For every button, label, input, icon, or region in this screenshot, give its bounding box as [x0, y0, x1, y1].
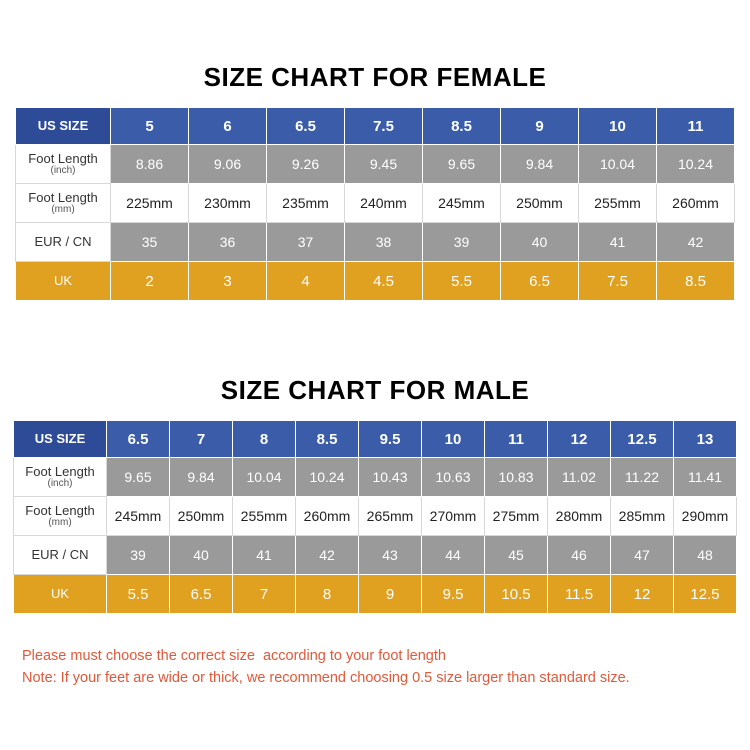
- male-cell-foot-length-inch-9: 11.41: [674, 458, 737, 497]
- female-cell-eur-cn-2: 37: [267, 223, 345, 262]
- male-row-label-uk: UK: [14, 575, 107, 614]
- male-cell-us-size-4: 9.5: [359, 421, 422, 458]
- male-cell-eur-cn-7: 46: [548, 536, 611, 575]
- female-row-label-foot-length-mm: Foot Length (mm): [16, 184, 111, 223]
- female-cell-eur-cn-0: 35: [111, 223, 189, 262]
- male-cell-us-size-8: 12.5: [611, 421, 674, 458]
- male-cell-eur-cn-3: 42: [296, 536, 359, 575]
- male-cell-foot-length-mm-9: 290mm: [674, 497, 737, 536]
- female-cell-us-size-5: 9: [501, 108, 579, 145]
- female-row-label-uk: UK: [16, 262, 111, 301]
- male-cell-us-size-6: 11: [485, 421, 548, 458]
- female-row-foot-length-mm: [16, 184, 735, 223]
- female-cell-foot-length-mm-6: 255mm: [579, 184, 657, 223]
- male-cell-eur-cn-8: 47: [611, 536, 674, 575]
- female-size-chart-block: [0, 62, 750, 301]
- male-cell-eur-cn-4: 43: [359, 536, 422, 575]
- male-cell-us-size-5: 10: [422, 421, 485, 458]
- female-cell-uk-4: 5.5: [423, 262, 501, 301]
- male-cell-foot-length-mm-1: 250mm: [170, 497, 233, 536]
- female-cell-foot-length-inch-3: 9.45: [345, 145, 423, 184]
- male-cell-foot-length-mm-5: 270mm: [422, 497, 485, 536]
- male-cell-foot-length-inch-5: 10.63: [422, 458, 485, 497]
- female-cell-foot-length-inch-5: 9.84: [501, 145, 579, 184]
- male-cell-foot-length-inch-7: 11.02: [548, 458, 611, 497]
- female-cell-us-size-3: 7.5: [345, 108, 423, 145]
- male-cell-us-size-9: 13: [674, 421, 737, 458]
- female-cell-uk-5: 6.5: [501, 262, 579, 301]
- male-cell-foot-length-mm-0: 245mm: [107, 497, 170, 536]
- female-cell-foot-length-inch-0: 8.86: [111, 145, 189, 184]
- male-cell-eur-cn-5: 44: [422, 536, 485, 575]
- male-row-label-us-size: US SIZE: [14, 421, 107, 458]
- male-cell-eur-cn-0: 39: [107, 536, 170, 575]
- male-cell-foot-length-inch-2: 10.04: [233, 458, 296, 497]
- female-cell-uk-6: 7.5: [579, 262, 657, 301]
- female-cell-us-size-0: 5: [111, 108, 189, 145]
- male-cell-uk-2: 7: [233, 575, 296, 614]
- female-cell-uk-3: 4.5: [345, 262, 423, 301]
- male-cell-eur-cn-9: 48: [674, 536, 737, 575]
- male-cell-foot-length-inch-8: 11.22: [611, 458, 674, 497]
- male-row-foot-length-inch: [14, 458, 737, 497]
- female-cell-us-size-2: 6.5: [267, 108, 345, 145]
- male-size-table: [13, 420, 737, 614]
- female-cell-us-size-6: 10: [579, 108, 657, 145]
- female-cell-uk-0: 2: [111, 262, 189, 301]
- female-row-eur-cn: [16, 223, 735, 262]
- female-row-uk: [16, 262, 735, 301]
- male-cell-foot-length-mm-7: 280mm: [548, 497, 611, 536]
- male-cell-foot-length-mm-6: 275mm: [485, 497, 548, 536]
- male-cell-foot-length-mm-2: 255mm: [233, 497, 296, 536]
- note-line-1: Please must choose the correct size according to your foot length: [22, 648, 446, 664]
- male-cell-uk-1: 6.5: [170, 575, 233, 614]
- female-cell-foot-length-inch-2: 9.26: [267, 145, 345, 184]
- female-cell-us-size-4: 8.5: [423, 108, 501, 145]
- female-cell-uk-7: 8.5: [657, 262, 735, 301]
- male-row-uk: [14, 575, 737, 614]
- male-cell-us-size-2: 8: [233, 421, 296, 458]
- female-row-label-us-size: US SIZE: [16, 108, 111, 145]
- male-cell-uk-3: 8: [296, 575, 359, 614]
- male-cell-us-size-3: 8.5: [296, 421, 359, 458]
- female-cell-eur-cn-1: 36: [189, 223, 267, 262]
- female-cell-uk-2: 4: [267, 262, 345, 301]
- notes-section: [22, 645, 734, 690]
- male-cell-foot-length-mm-8: 285mm: [611, 497, 674, 536]
- male-row-label-foot-length-mm: Foot Length (mm): [14, 497, 107, 536]
- male-chart-title: SIZE CHART FOR MALE: [220, 375, 530, 405]
- female-chart-title: SIZE CHART FOR FEMALE: [203, 62, 547, 92]
- male-cell-eur-cn-1: 40: [170, 536, 233, 575]
- male-row-foot-length-mm: [14, 497, 737, 536]
- male-row-label-foot-length-inch: Foot Length (inch): [14, 458, 107, 497]
- male-cell-uk-6: 10.5: [485, 575, 548, 614]
- female-row-foot-length-inch: [16, 145, 735, 184]
- male-row-us-size: [14, 421, 737, 458]
- female-row-label-eur-cn: EUR / CN: [16, 223, 111, 262]
- male-cell-uk-4: 9: [359, 575, 422, 614]
- male-cell-foot-length-mm-4: 265mm: [359, 497, 422, 536]
- male-cell-uk-5: 9.5: [422, 575, 485, 614]
- male-row-eur-cn: [14, 536, 737, 575]
- female-cell-eur-cn-7: 42: [657, 223, 735, 262]
- male-cell-foot-length-inch-1: 9.84: [170, 458, 233, 497]
- female-cell-foot-length-inch-6: 10.04: [579, 145, 657, 184]
- female-cell-foot-length-inch-4: 9.65: [423, 145, 501, 184]
- female-cell-foot-length-mm-2: 235mm: [267, 184, 345, 223]
- male-row-label-eur-cn: EUR / CN: [14, 536, 107, 575]
- female-cell-eur-cn-5: 40: [501, 223, 579, 262]
- female-cell-foot-length-inch-1: 9.06: [189, 145, 267, 184]
- male-cell-eur-cn-6: 45: [485, 536, 548, 575]
- male-cell-us-size-0: 6.5: [107, 421, 170, 458]
- male-cell-foot-length-inch-4: 10.43: [359, 458, 422, 497]
- female-cell-foot-length-mm-1: 230mm: [189, 184, 267, 223]
- female-cell-uk-1: 3: [189, 262, 267, 301]
- female-cell-foot-length-mm-4: 245mm: [423, 184, 501, 223]
- male-size-chart-block: [0, 375, 750, 614]
- female-size-table: [15, 107, 735, 301]
- female-cell-foot-length-inch-7: 10.24: [657, 145, 735, 184]
- female-cell-foot-length-mm-7: 260mm: [657, 184, 735, 223]
- male-cell-foot-length-inch-3: 10.24: [296, 458, 359, 497]
- female-cell-eur-cn-6: 41: [579, 223, 657, 262]
- female-row-label-foot-length-inch: Foot Length (inch): [16, 145, 111, 184]
- note-line-2: Note: If your feet are wide or thick, we recommend choosing 0.5 size larger than standard size.: [22, 670, 630, 687]
- female-cell-us-size-7: 11: [657, 108, 735, 145]
- male-cell-foot-length-inch-0: 9.65: [107, 458, 170, 497]
- male-cell-uk-9: 12.5: [674, 575, 737, 614]
- male-cell-uk-0: 5.5: [107, 575, 170, 614]
- female-cell-foot-length-mm-3: 240mm: [345, 184, 423, 223]
- male-cell-foot-length-mm-3: 260mm: [296, 497, 359, 536]
- female-cell-foot-length-mm-5: 250mm: [501, 184, 579, 223]
- female-cell-us-size-1: 6: [189, 108, 267, 145]
- female-row-us-size: [16, 108, 735, 145]
- female-cell-foot-length-mm-0: 225mm: [111, 184, 189, 223]
- male-cell-us-size-7: 12: [548, 421, 611, 458]
- female-cell-eur-cn-4: 39: [423, 223, 501, 262]
- male-cell-uk-7: 11.5: [548, 575, 611, 614]
- male-cell-foot-length-inch-6: 10.83: [485, 458, 548, 497]
- male-cell-eur-cn-2: 41: [233, 536, 296, 575]
- male-cell-us-size-1: 7: [170, 421, 233, 458]
- female-cell-eur-cn-3: 38: [345, 223, 423, 262]
- male-cell-uk-8: 12: [611, 575, 674, 614]
